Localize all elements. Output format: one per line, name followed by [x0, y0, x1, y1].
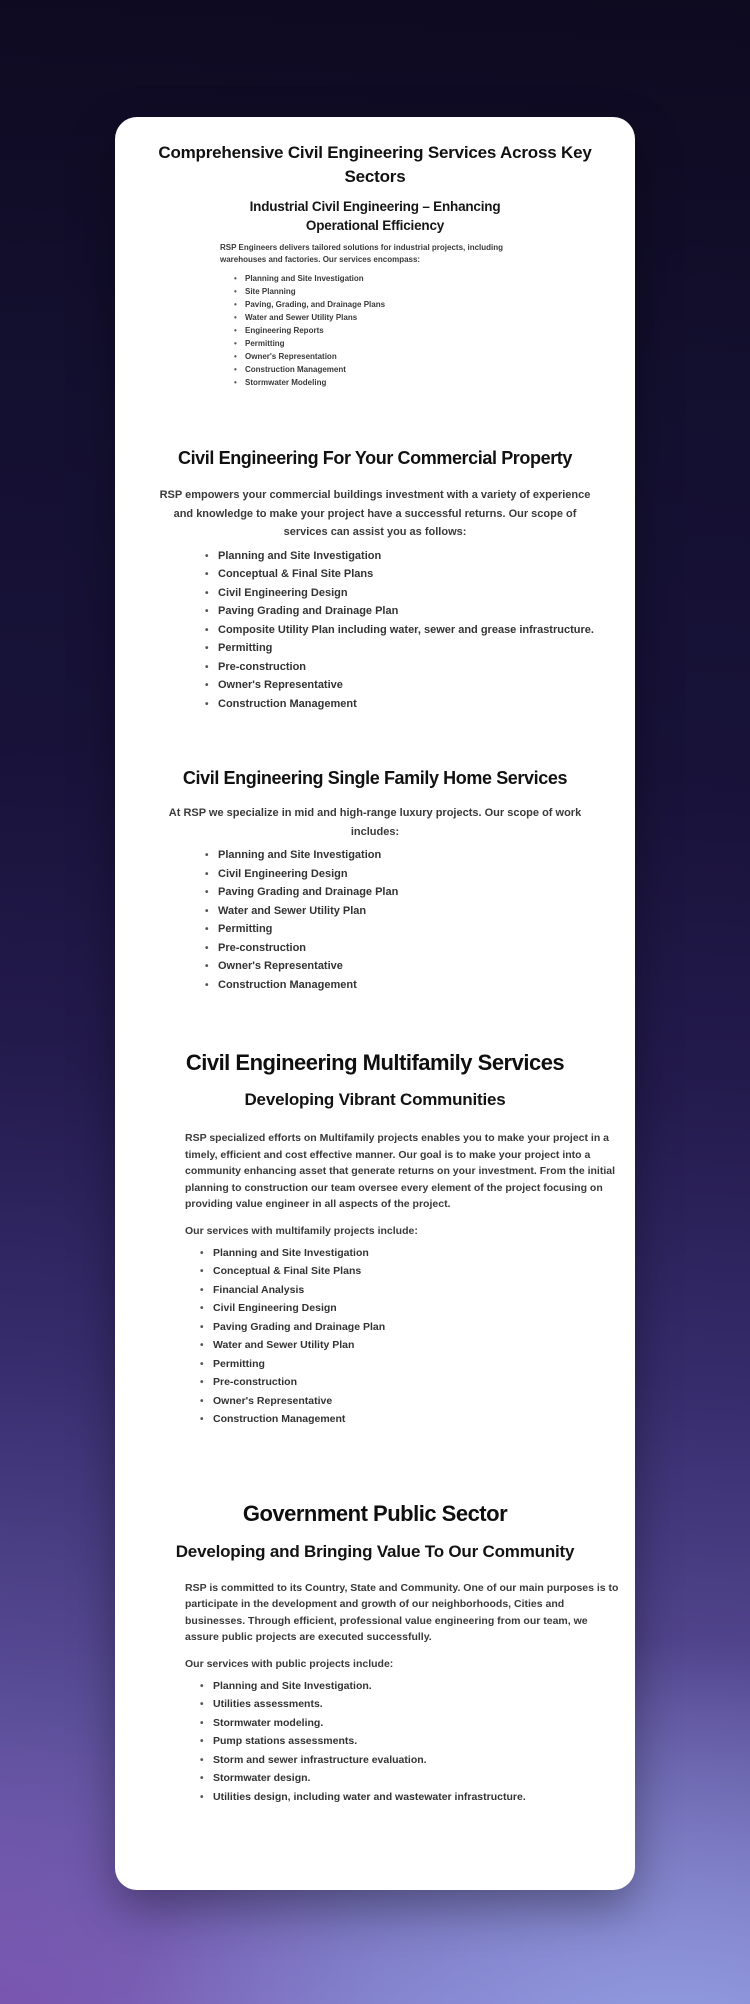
list-item: • Construction Management	[205, 698, 605, 711]
list-item: • Paving, Grading, and Drainage Plans	[234, 300, 530, 309]
list-item: • Permitting	[205, 642, 605, 655]
single-family-section-title: Civil Engineering Single Family Home Services	[182, 767, 568, 788]
single-family-services-list	[205, 849, 605, 992]
multifamily-services-label: Our services with multifamily projects include:	[185, 1224, 418, 1237]
industrial-services-list	[220, 274, 530, 387]
list-item: • Construction Management	[234, 365, 530, 374]
list-item: • Civil Engineering Design	[205, 868, 605, 881]
industrial-section-subtitle: Industrial Civil Engineering – Enhancing Operational Efficiency	[249, 198, 501, 234]
list-item: • Stormwater modeling.	[200, 1717, 605, 1730]
list-item: • Owner's Representative	[200, 1395, 605, 1408]
list-item: • Site Planning	[234, 287, 530, 296]
list-item: • Planning and Site Investigation	[205, 550, 605, 563]
commercial-section-title: Civil Engineering For Your Commercial Property	[177, 447, 573, 468]
list-item: • Stormwater design.	[200, 1772, 605, 1785]
list-item: • Owner's Representative	[205, 679, 605, 692]
list-item: • Engineering Reports	[234, 326, 530, 335]
list-item: • Pre-construction	[205, 661, 605, 674]
section-multifamily	[145, 1049, 615, 1427]
list-item: • Paving Grading and Drainage Plan	[205, 886, 605, 899]
list-item: • Construction Management	[205, 979, 605, 992]
multifamily-section-subtitle: Developing Vibrant Communities	[244, 1090, 506, 1110]
list-item: • Construction Management	[200, 1413, 605, 1426]
list-item: • Conceptual & Final Site Plans	[200, 1265, 605, 1278]
government-services-label: Our services with public projects include:	[185, 1657, 394, 1670]
list-item: • Pump stations assessments.	[200, 1735, 605, 1748]
list-item: • Permitting	[200, 1358, 605, 1371]
list-item: • Water and Sewer Utility Plan	[205, 905, 605, 918]
list-item: • Civil Engineering Design	[205, 587, 605, 600]
list-item: • Planning and Site Investigation	[200, 1247, 605, 1260]
list-item: • Planning and Site Investigation.	[200, 1680, 605, 1693]
list-item: • Owner's Representative	[205, 960, 605, 973]
list-item: • Permitting	[205, 923, 605, 936]
section-single-family	[145, 767, 605, 992]
list-item: • Civil Engineering Design	[200, 1302, 605, 1315]
list-item: • Financial Analysis	[200, 1284, 605, 1297]
list-item: • Utilities assessments.	[200, 1698, 605, 1711]
government-intro-text: RSP is committed to its Country, State and Community. One of our main purposes is to participate in the development and growth of our neighborhoods, Cities and businesses. Through efficient, professional value engineering from our team, we assure public projects are executed successfully.	[185, 1581, 619, 1644]
single-family-intro-text: At RSP we specialize in mid and high-range luxury projects. Our scope of work includes:	[168, 807, 582, 838]
services-content-card	[115, 117, 635, 1890]
list-item: • Pre-construction	[205, 942, 605, 955]
industrial-section-title: Comprehensive Civil Engineering Services Across Key Sectors	[158, 143, 592, 186]
list-item: • Water and Sewer Utility Plan	[200, 1339, 605, 1352]
multifamily-section-title: Civil Engineering Multifamily Services	[185, 1049, 565, 1075]
list-item: • Owner's Representation	[234, 352, 530, 361]
government-services-list	[200, 1680, 605, 1804]
list-item: • Storm and sewer infrastructure evaluation.	[200, 1754, 605, 1767]
list-item: • Paving Grading and Drainage Plan	[200, 1321, 605, 1334]
government-section-subtitle: Developing and Bringing Value To Our Community	[175, 1541, 575, 1561]
list-item: • Paving Grading and Drainage Plan	[205, 605, 605, 618]
list-item: • Stormwater Modeling	[234, 378, 530, 387]
section-commercial	[145, 447, 605, 711]
list-item: • Planning and Site Investigation	[205, 849, 605, 862]
section-industrial	[145, 141, 605, 387]
section-government	[145, 1500, 619, 1804]
commercial-intro-text: RSP empowers your commercial buildings investment with a variety of experience and knowledge to make your project have a successful returns. Our scope of services can assist you as follows:	[159, 489, 591, 539]
list-item: • Composite Utility Plan including water, sewer and grease infrastructure.	[205, 624, 605, 637]
list-item: • Conceptual & Final Site Plans	[205, 568, 605, 581]
list-item: • Pre-construction	[200, 1376, 605, 1389]
list-item: • Permitting	[234, 339, 530, 348]
government-section-title: Government Public Sector	[242, 1501, 508, 1527]
multifamily-intro-text: RSP specialized efforts on Multifamily projects enables you to make your project in a timely, efficient and cost effective manner. Our goal is to make your project into a community enhancing asset that generate returns on your investment. From the initial planning to construction our team oversee every element of the project focusing on providing value engineer in all aspects of the project.	[185, 1132, 615, 1211]
commercial-services-list	[205, 550, 605, 711]
list-item: • Water and Sewer Utility Plans	[234, 313, 530, 322]
list-item: • Planning and Site Investigation	[234, 274, 530, 283]
industrial-intro-text: RSP Engineers delivers tailored solutions for industrial projects, including warehouses and factories. Our services encompass:	[220, 242, 504, 264]
list-item: • Utilities design, including water and wastewater infrastructure.	[200, 1791, 605, 1804]
multifamily-services-list	[200, 1247, 605, 1427]
